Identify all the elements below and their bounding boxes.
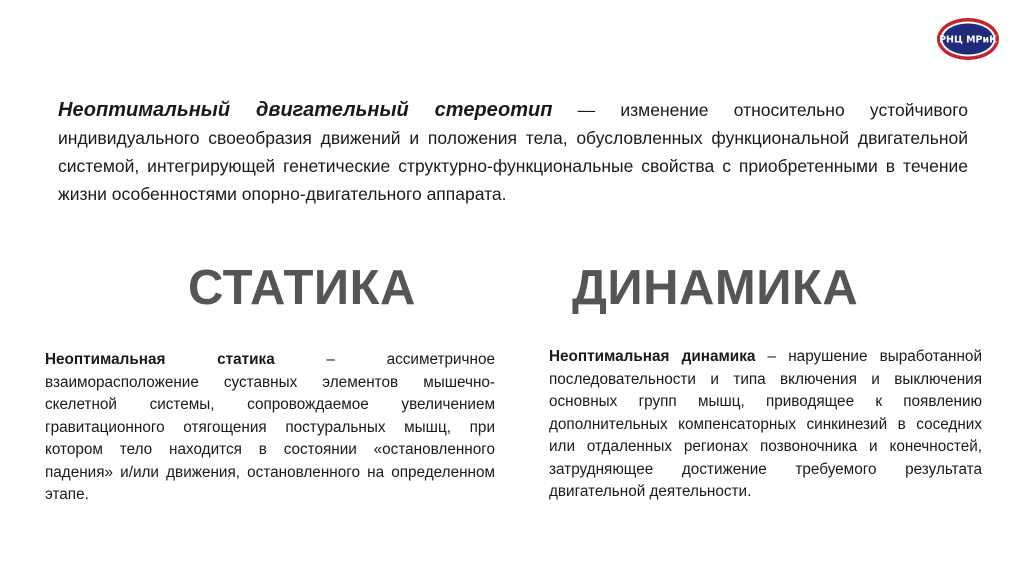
definition-body: — изменение относительно устойчивого индивидуального своеобразия движений и положения тела, обусловленных функциональной двигательной системой, интегрирующей генетические структурно-функциональные свойства с приобретенными в течение жизни особенностями опорно-двигательного аппарата. (58, 100, 968, 204)
definition-term: Неоптимальный двигательный стереотип (58, 99, 553, 121)
statics-heading: СТАТИКА (188, 261, 416, 315)
dynamics-heading: ДИНАМИКА (572, 261, 859, 315)
statics-body: – ассиметричное взаиморасположение суставных элементов мышечно-скелетной системы, сопровождаемое увеличением гравитационного отягощения постуральных мышц, при котором тело находится в состоянии «остановленного падения» и/или движения, остановленного на определенном этапе. (45, 351, 495, 503)
statics-term: Неоптимальная статика (45, 351, 275, 368)
statics-paragraph (45, 349, 495, 507)
dynamics-paragraph (549, 346, 982, 504)
organization-logo (936, 17, 1000, 61)
dynamics-body: – нарушение выработанной последовательности и типа включения и выключения основных групп мышц, приводящее к появлению дополнительных компенсаторных синкинезий в соседних или отдаленных регионах позвоночника и конечностей, затрудняющее достижение требуемого результата двигательной деятельности. (549, 348, 982, 500)
definition-paragraph (58, 96, 968, 208)
logo-text: РНЦ МРиК (939, 34, 997, 46)
dynamics-term: Неоптимальная динамика (549, 348, 756, 365)
